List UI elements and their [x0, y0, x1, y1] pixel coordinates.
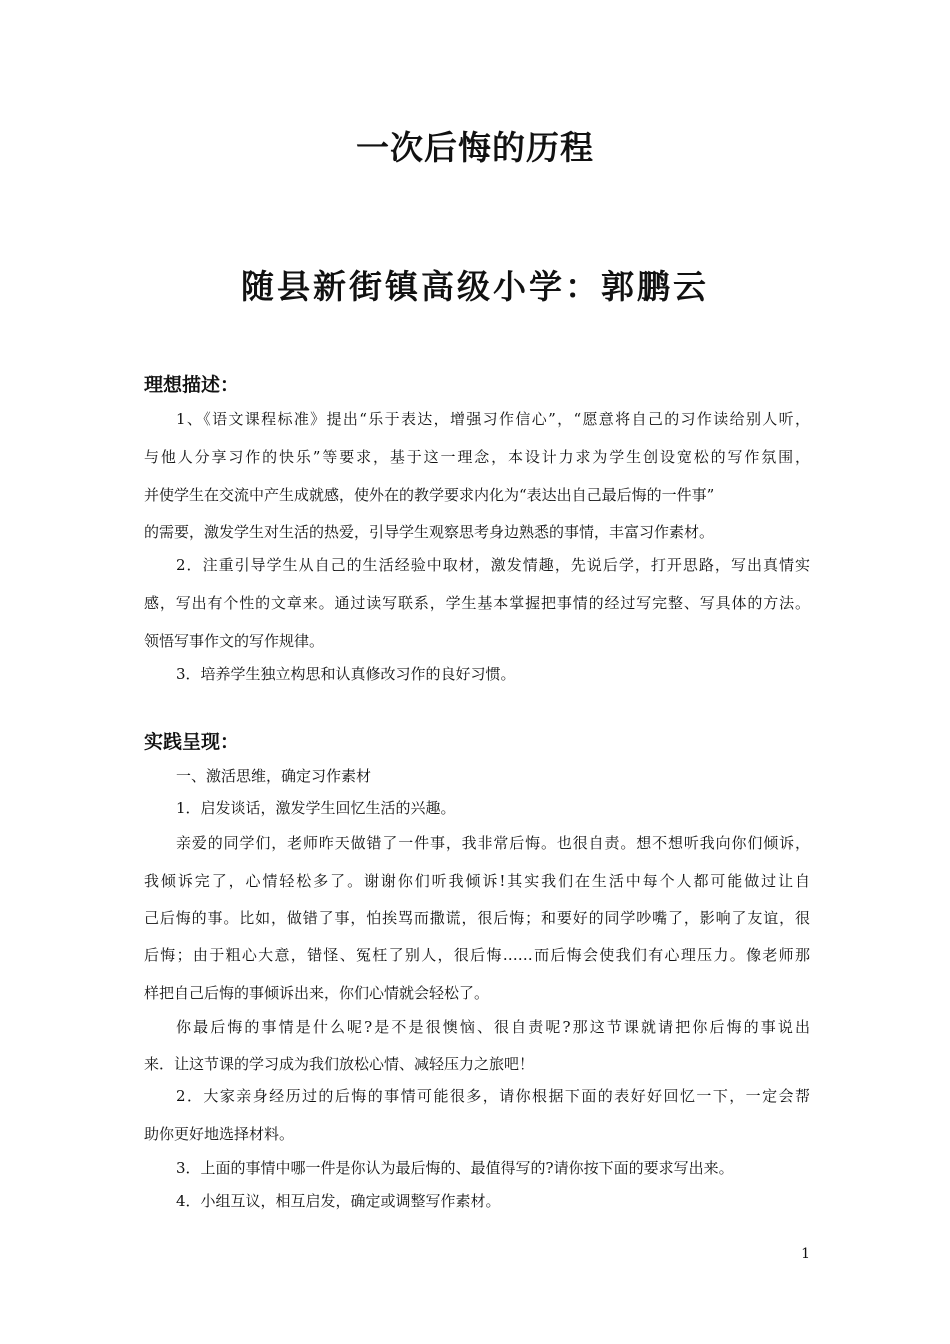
paragraph-line: 2．注重引导学生从自己的生活经验中取材，激发情趣，先说后学，打开思路，写出真情实	[176, 556, 810, 574]
paragraph-line: 3．培养学生独立构思和认真修改习作的良好习惯。	[176, 665, 516, 683]
section-heading-practice: 实践呈现：	[144, 731, 240, 753]
paragraph-line: 领悟写事作文的写作规律。	[144, 632, 325, 650]
paragraph-line: 并使学生在交流中产生成就感，使外在的教学要求内化为“表达出自己最后悔的一件事”	[144, 486, 715, 504]
paragraph-line: 4．小组互议，相互启发，确定或调整写作素材。	[176, 1192, 501, 1210]
paragraph-line: 1．启发谈话，激发学生回忆生活的兴趣。	[176, 799, 456, 817]
paragraph-line: 我倾诉完了，心情轻松多了。谢谢你们听我倾诉!其实我们在生活中每个人都可能做过让自	[144, 872, 810, 890]
paragraph-line: 的需要，激发学生对生活的热爱，引导学生观察思考身边熟悉的事情，丰富习作素材。	[144, 523, 715, 541]
paragraph-line: 与他人分享习作的快乐”等要求，基于这一理念，本设计力求为学生创设宽松的写作氛围，	[144, 448, 810, 466]
author-line: 随县新街镇高级小学：郭鹏云	[241, 267, 709, 306]
paragraph-line: 样把自己后悔的事倾诉出来，你们心情就会轻松了。	[144, 984, 490, 1002]
paragraph-line: 来．让这节课的学习成为我们放松心情、减轻压力之旅吧！	[144, 1055, 535, 1073]
document-title: 一次后悔的历程	[356, 128, 594, 167]
paragraph-line: 1、《语文课程标准》提出“乐于表达，增强习作信心”，“愿意将自己的习作读给别人听，	[176, 410, 810, 428]
paragraph-line: 3．上面的事情中哪一件是你认为最后悔的、最值得写的?请你按下面的要求写出来。	[176, 1159, 734, 1177]
paragraph-line: 亲爱的同学们，老师昨天做错了一件事，我非常后悔。也很自责。想不想听我向你们倾诉，	[176, 834, 810, 852]
section-heading-ideal: 理想描述：	[144, 374, 240, 396]
paragraph-line: 一、激活思维，确定习作素材	[176, 767, 372, 785]
paragraph-line: 你最后悔的事情是什么呢?是不是很懊恼、很自责呢?那这节课就请把你后悔的事说出	[176, 1018, 810, 1036]
paragraph-line: 2．大家亲身经历过的后悔的事情可能很多，请你根据下面的表好好回忆一下，一定会帮	[176, 1087, 810, 1105]
paragraph-line: 后悔；由于粗心大意，错怪、冤枉了别人，很后悔……而后悔会使我们有心理压力。像老师那	[144, 946, 810, 964]
paragraph-line: 感，写出有个性的文章来。通过读写联系，学生基本掌握把事情的经过写完整、写具体的方法。	[144, 594, 810, 612]
paragraph-line: 助你更好地选择材料。	[144, 1125, 295, 1143]
page-number: 1	[801, 1246, 810, 1262]
paragraph-line: 己后悔的事。比如，做错了事，怕挨骂而撒谎，很后悔；和要好的同学吵嘴了，影响了友谊，很	[144, 909, 810, 927]
